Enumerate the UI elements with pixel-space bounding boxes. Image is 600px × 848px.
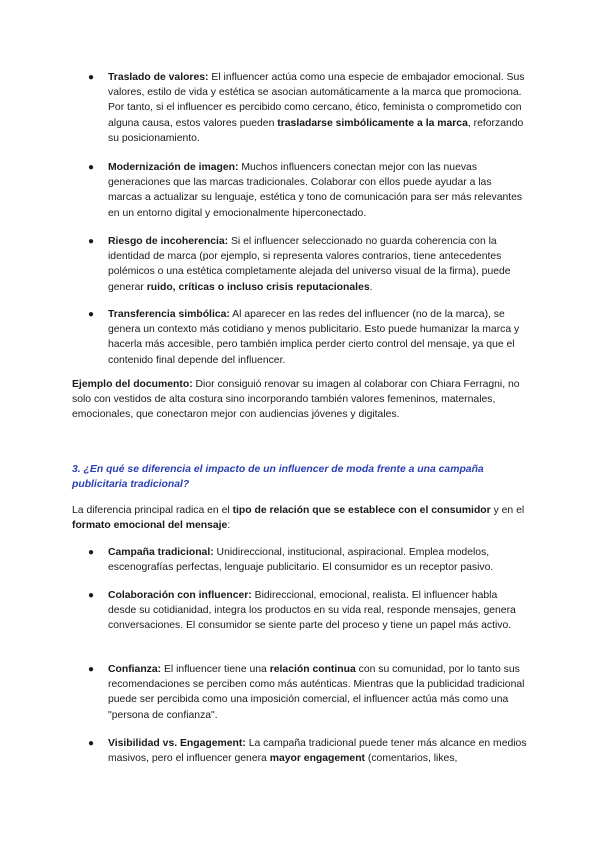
bullet-text: con su comunidad, por lo tanto sus recomendaciones se perciben como más auténticas. Mientras que la publicidad tradicional puede ser percibida como una imposición comercial, el influencer actúa más como una "persona de confianza".: [108, 664, 525, 721]
list-item: [88, 234, 528, 295]
bullet-icon: ●: [88, 309, 95, 320]
example-label: Ejemplo del documento:: [72, 379, 193, 390]
bullet-bold: relación continua: [269, 664, 356, 675]
list-item: [88, 307, 528, 368]
list-item: [88, 588, 528, 634]
list-item: [88, 70, 528, 146]
bullet-text: Bidireccional, emocional, realista. El influencer habla desde su cotidianidad, integra los productos en su vida real, responde mensajes, genera conversaciones. El consumidor se siente parte del proceso y tiene un papel más activo.: [108, 590, 516, 632]
bullet-text: Si el influencer seleccionado no guarda coherencia con la identidad de marca (por ejemplo, si representa valores contrarios, tiene antecedentes polémicos o una estética completamente alejada del universo visual de la firma), puede generar: [108, 236, 511, 293]
bullet-bold: mayor engagement: [269, 753, 366, 765]
list-item: [88, 662, 528, 723]
bullet-icon: ●: [88, 590, 95, 601]
intro-text: :: [227, 520, 231, 532]
bullet-text: Al aparecer en las redes del influencer (no de la marca), se genera un contexto más cotidiano y menos publicitario. Esto puede humanizar la marca y hacerla más accesible, pero también implica perder cierto control del mensaje, ya que el contenido final depende del influencer.: [108, 309, 520, 366]
bullet-text: La campaña tradicional puede tener más alcance en medios masivos, pero el influencer genera: [108, 738, 527, 765]
bullet-label: Traslado de valores:: [108, 72, 209, 83]
bullet-icon: ●: [88, 236, 95, 247]
bullet-icon: ●: [88, 162, 95, 173]
bullet-label: Confianza:: [108, 664, 162, 675]
bullet-icon: ●: [88, 72, 95, 83]
section-heading: 3. ¿En qué se diferencia el impacto de un influencer de moda frente a una campaña publicitaria tradicional?: [72, 464, 484, 491]
bullet-bold: ruido, críticas o incluso crisis reputacionales: [146, 281, 370, 293]
example-paragraph: [72, 377, 532, 423]
bullet-bold: trasladarse simbólicamente a la marca: [277, 117, 468, 129]
list-item: [88, 160, 528, 221]
bullet-label: Modernización de imagen:: [108, 162, 239, 173]
intro-bold: tipo de relación que se establece con el consumidor: [232, 505, 491, 516]
bullet-text: El influencer tiene una: [161, 664, 270, 675]
intro-text: La diferencia principal radica en el: [72, 505, 233, 516]
bullet-label: Riesgo de incoherencia:: [108, 236, 229, 247]
bullet-icon: ●: [88, 664, 95, 675]
bullet-text: (comentarios, likes,: [365, 753, 458, 765]
bullet-icon: ●: [88, 738, 95, 749]
example-text: Dior consiguió renovar su imagen al colaborar con Chiara Ferragni, no solo con vestidos de alta costura sino incorporando también valores femeninos, maternales, emocionales, que conectaron mejor con audiencias jóvenes y digitales.: [72, 379, 520, 421]
bullet-label: Visibilidad vs. Engagement:: [108, 738, 246, 749]
list-item: [88, 736, 528, 766]
bullet-text: .: [369, 281, 373, 293]
bullet-text: , reforzando su posicionamiento.: [108, 117, 524, 144]
intro-text: y en el: [490, 505, 525, 516]
bullet-label: Campaña tradicional:: [108, 547, 214, 558]
bullet-label: Transferencia simbólica:: [108, 309, 230, 320]
intro-paragraph: [72, 503, 532, 533]
bullet-text: Muchos influencers conectan mejor con las nuevas generaciones que las marcas tradicionales. Colaborar con ellos puede ayudar a las marcas a actualizar su lenguaje, estética y tono de comunicación para ser más relevantes en un entorno digital y emocionalmente hiperconectado.: [108, 162, 523, 219]
bullet-text: Unidireccional, institucional, aspiracional. Emplea modelos, escenografías perfectas, lenguaje publicitario. El consumidor es un receptor pasivo.: [108, 547, 494, 574]
intro-bold: formato emocional del mensaje: [72, 520, 228, 532]
list-item: [88, 545, 528, 575]
bullet-text: El influencer actúa como una especie de embajador emocional. Sus valores, estilo de vida y estética se asocian automáticamente a la marca que promociona. Por tanto, si el influencer es percibido como cercano, ético, feminista o comprometido con alguna causa, estos valores pueden: [108, 72, 525, 129]
bullet-label: Colaboración con influencer:: [108, 590, 252, 601]
bullet-icon: ●: [88, 547, 95, 558]
